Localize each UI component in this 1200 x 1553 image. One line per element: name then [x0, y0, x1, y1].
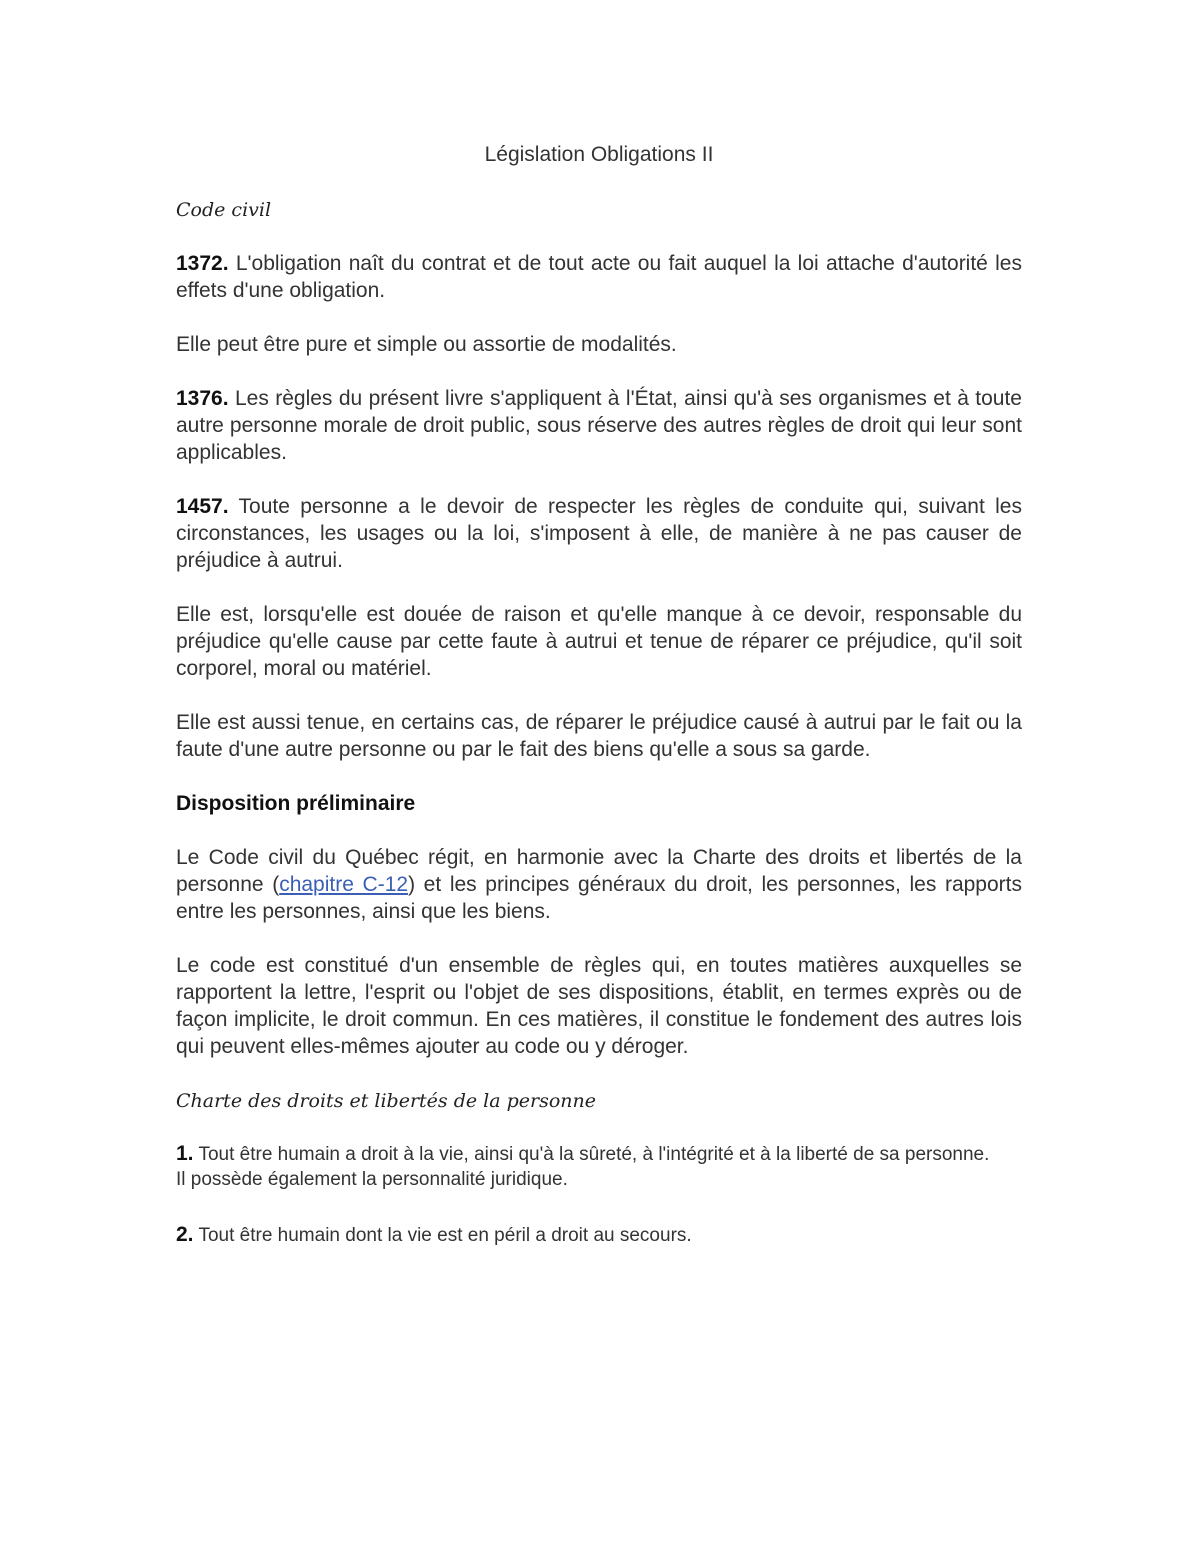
spacer [176, 1192, 1022, 1222]
document-page [176, 138, 1022, 1248]
article-1372 [176, 250, 1022, 304]
article-1457-paragraph-3: Elle est aussi tenue, en certains cas, de réparer le préjudice causé à autrui par le fait ou la faute d'une autre personne ou par le fait des biens qu'elle a sous sa garde. [176, 711, 1022, 761]
disposition-text-before: Le Code civil du Québec régit, en harmonie avec la Charte des droits et libertés de la personne ( [176, 846, 1022, 896]
article-1372-paragraph-2: Elle peut être pure et simple ou assortie de modalités. [176, 333, 677, 356]
charte-article-2 [176, 1222, 1022, 1248]
article-number: 1457. [176, 495, 229, 518]
charte-article-1 [176, 1141, 1022, 1167]
disposition-paragraph-1 [176, 844, 1022, 925]
article-text: Tout être humain a droit à la vie, ainsi qu'à la sûreté, à l'intégrité et à la liberté de sa personne. [193, 1144, 990, 1165]
code-civil-heading: Code civil [176, 199, 272, 221]
article-text: Tout être humain dont la vie est en péril a droit au secours. [193, 1225, 692, 1246]
article-number: 1. [176, 1142, 194, 1165]
chapitre-c12-link[interactable]: chapitre C-12 [279, 873, 409, 896]
article-1457-paragraph-2: Elle est, lorsqu'elle est douée de raison et qu'elle manque à ce devoir, responsable du préjudice qu'elle cause par cette faute à autrui et tenue de réparer ce préjudice, qu'il soit corporel, moral ou matériel. [176, 603, 1022, 680]
article-text: Toute personne a le devoir de respecter les règles de conduite qui, suivant les circonstances, les usages ou la loi, s'imposent à elle, de manière à ne pas causer de préjudice à autrui. [176, 495, 1022, 572]
document-title: Législation Obligations II [484, 143, 714, 166]
article-text: Les règles du présent livre s'appliquent à l'État, ainsi qu'à ses organismes et à toute autre personne morale de droit public, sous réserve des autres règles de droit qui leur sont applicables. [176, 387, 1022, 464]
disposition-heading: Disposition préliminaire [176, 792, 416, 815]
disposition-paragraph-2: Le code est constitué d'un ensemble de règles qui, en toutes matières auxquelles se rapportent la lettre, l'esprit ou l'objet de ses dispositions, établit, en termes exprès ou de façon implicite, le droit commun. En ces matières, il constitue le fondement des autres lois qui peuvent elles-mêmes ajouter au code ou y déroger. [176, 954, 1022, 1058]
article-text: L'obligation naît du contrat et de tout acte ou fait auquel la loi attache d'autorité les effets d'une obligation. [176, 252, 1022, 302]
article-1457 [176, 493, 1022, 574]
article-1376 [176, 385, 1022, 466]
charte-heading: Charte des droits et libertés de la personne [176, 1090, 597, 1112]
article-number: 1372. [176, 252, 229, 275]
charte-article-1-paragraph-2: Il possède également la personnalité juridique. [176, 1169, 568, 1190]
article-number: 2. [176, 1223, 194, 1246]
disposition-text-after: ) et les principes généraux du droit, les personnes, les rapports entre les personnes, ainsi que les biens. [176, 873, 1022, 923]
article-number: 1376. [176, 387, 229, 410]
